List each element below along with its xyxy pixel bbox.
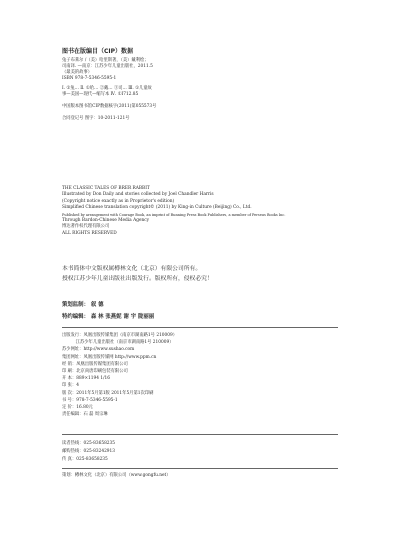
cip-line: 合同登记号 图字：10-2011-121号 — [62, 116, 130, 121]
publisher-line: 江苏少年儿童出版社（南京市湖南路1号 210009） — [62, 340, 174, 346]
english-line: Through Bardon-Chinese Media Agency — [62, 218, 150, 224]
english-line: 博达著作权代理有限公司 — [62, 224, 110, 230]
publisher-line: 印 张：4 — [62, 383, 79, 389]
publisher-block — [62, 332, 177, 418]
copyright-line: 本书简体中文版权属樽林文化（北京）有限公司所有。 — [62, 266, 202, 272]
cip-line: ISBN 978-7-5346-5595-1 — [62, 76, 117, 81]
copyright-notice — [62, 264, 213, 284]
english-block — [62, 186, 285, 237]
divider — [62, 327, 338, 328]
divider — [62, 468, 338, 469]
publisher-line: 印 刷：北京尚唐印刷包装有限公司 — [62, 369, 128, 375]
publisher-line: 责任编辑：石 磊 周宗琳 — [62, 412, 108, 418]
publisher-line: 版 次：2011年5月第1版 2011年5月第1次印刷 — [62, 390, 154, 396]
contact-line: 读者热线：025-83658235 — [62, 441, 116, 446]
editors-value: 森 林 张燕妮 谢 宇 陇丽丽 — [90, 314, 155, 320]
english-line: THE CLASSIC TALES OF BRER RABBIT — [62, 186, 150, 191]
publisher-line: 出版发行：凤凰出版传媒集团（南京市湖南路1号 210009） — [62, 333, 178, 338]
cip-title: 图书在版编目（CIP）数据 — [62, 48, 134, 55]
editors-label: 特约编辑： — [62, 314, 89, 320]
publisher-line: 苏少网址：http://www.sushao.com — [62, 347, 135, 353]
footer-credit: 策划：樽林文化（北京）有限公司（www.gongfu.net） — [62, 473, 171, 478]
publisher-line: 定 价：16.80元 — [62, 405, 93, 411]
english-line: ALL RIGHTS RESERVED — [62, 230, 117, 236]
planner-label: 策划监制： — [62, 302, 89, 308]
contact-line: 传 真：025-83658235 — [62, 456, 108, 462]
publisher-line: 集团网址：凤凰出版传媒网 http://www.ppm.cn — [62, 354, 157, 360]
english-line: Simplified Chinese translation copyright© (2011) by King-in Culture (Beijing) Co., Ltd. — [62, 205, 252, 211]
english-line: (Copyright notice exactly as in Proprietor's edition) — [62, 198, 175, 204]
publisher-line: 经 销：凤凰出版传媒集团有限公司 — [62, 361, 128, 367]
planner-row — [62, 300, 104, 308]
cip-block — [62, 58, 156, 122]
editors-row — [62, 312, 154, 320]
cip-line: 兔子布莱尔 /（美）哈里斯著，（美）戴利绘； — [62, 58, 149, 63]
copyright-line: 授权江苏少年儿童出版社出版发行。版权所有，侵权必究！ — [62, 276, 213, 282]
divider — [62, 434, 338, 435]
cip-line: （最美的故事） — [62, 70, 93, 75]
contact-line: 邮购热线：025-83242913 — [62, 448, 116, 454]
contact-block — [62, 440, 115, 463]
english-line: Illustrated by Don Daily and stories collected by Joel Chandler Harris — [62, 192, 214, 198]
cip-line: 中国版本图书馆CIP数据核字(2011)第055573号 — [62, 104, 157, 109]
planner-value: 叙 德 — [90, 302, 104, 308]
cip-line: 事—美国—现代—缩写本 Ⅳ. ①I712.85 — [62, 92, 139, 97]
english-line: Published by arrangement with Courage Book, an imprint of Running Press Book Publishers, a member of Perseus Books Inc. — [62, 212, 286, 217]
publisher-line: 开 本：889×1194 1/16 — [62, 376, 111, 382]
cip-line: 司南译. —南京：江苏少年儿童出版社，2011.5 — [62, 64, 153, 69]
publisher-line: 书 号：978-7-5346-5595-1 — [62, 397, 118, 403]
cip-line: Ⅰ. ①兔… Ⅱ. ①哈… ②戴… ③司… Ⅲ. ①儿童故 — [62, 86, 152, 91]
